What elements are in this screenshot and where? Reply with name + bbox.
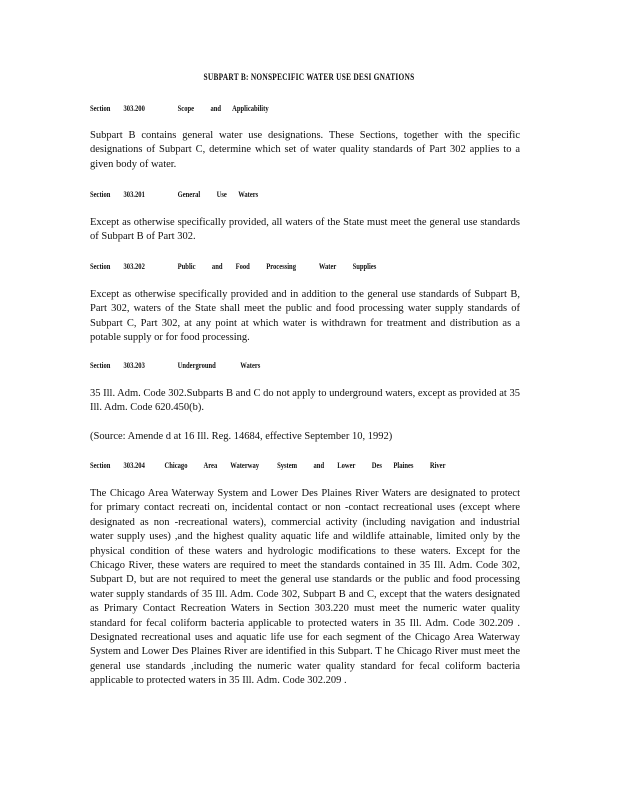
section-body-303-204: The Chicago Area Waterway System and Lower Des Plaines River Waters are designated to protect for primary contact recreati on, incidental contact or non -contact recreational uses (except where designated as non -recreational waters), commercial activity (including navigation and industrial water supply uses) ,and the highest quality aquatic life and wildlife attainable, limited only by the physical condition of these waters and hydrologic modifications to these waters. Except for the Chicago River, these waters are required to meet the standards contained in 35 Ill. Adm. Code 302, Subpart D, but are not required to meet the general use standards or the public and food processing water supply standards of 35 Ill. Adm. Code 302, Subpart B and C, except that the waters designated as Primary Contact Recreation Waters in Section 303.220 must meet the numeric water quality standard for fecal coliform bacteria applicable to protected waters in 35 Ill. Adm. Code 302.209 . Designated recreational uses and aquatic life use for each segment of the Chicago Area Waterway System and Lower Des Plaines River are identified in this Subpart. T he Chicago River must meet the general use standards ,including the numeric water quality standard for fecal coliform bacteria applicable to protected waters in 35 Ill. Adm. Code 302.209 . <box>90 488 520 687</box>
section-heading-303-203: Section 303.203 Underground Waters <box>90 361 261 370</box>
section-heading-303-204: Section 303.204 Chicago Area Waterway System and Lower Des Plaines River <box>90 461 446 470</box>
section-heading-303-201: Section 303.201 General Use Waters <box>90 190 259 199</box>
section-heading-303-200: Section 303.200 Scope and Applicability <box>90 104 269 113</box>
section-body-303-201: Except as otherwise specifically provided, all waters of the State must meet the general use standards of Subpart B of Part 302. <box>90 217 520 243</box>
section-heading-303-202: Section 303.202 Public and Food Processing Water Supplies <box>90 262 377 271</box>
subpart-title: SUBPART B: NONSPECIFIC WATER USE DESI GNATIONS <box>203 72 415 82</box>
section-body-303-200: Subpart B contains general water use designations. These Sections, together with the specific designations of Subpart C, determine which set of water quality standards of Part 302 applies to a given body of water. <box>90 130 520 170</box>
source-note: (Source: Amende d at 16 Ill. Reg. 14684, effective September 10, 1992) <box>90 431 393 442</box>
section-body-303-202: Except as otherwise specifically provided and in addition to the general use standards of Subpart B, Part 302, waters of the State shall meet the public and food processing water supply standards of Subpart C, Part 302, at any point at which water is withdrawn for treatment and distribution as a potable supply or for food processing. <box>90 289 520 344</box>
section-body-303-203: 35 Ill. Adm. Code 302.Subparts B and C do not apply to underground waters, except as provided at 35 Ill. Adm. Code 620.450(b). <box>90 388 520 414</box>
